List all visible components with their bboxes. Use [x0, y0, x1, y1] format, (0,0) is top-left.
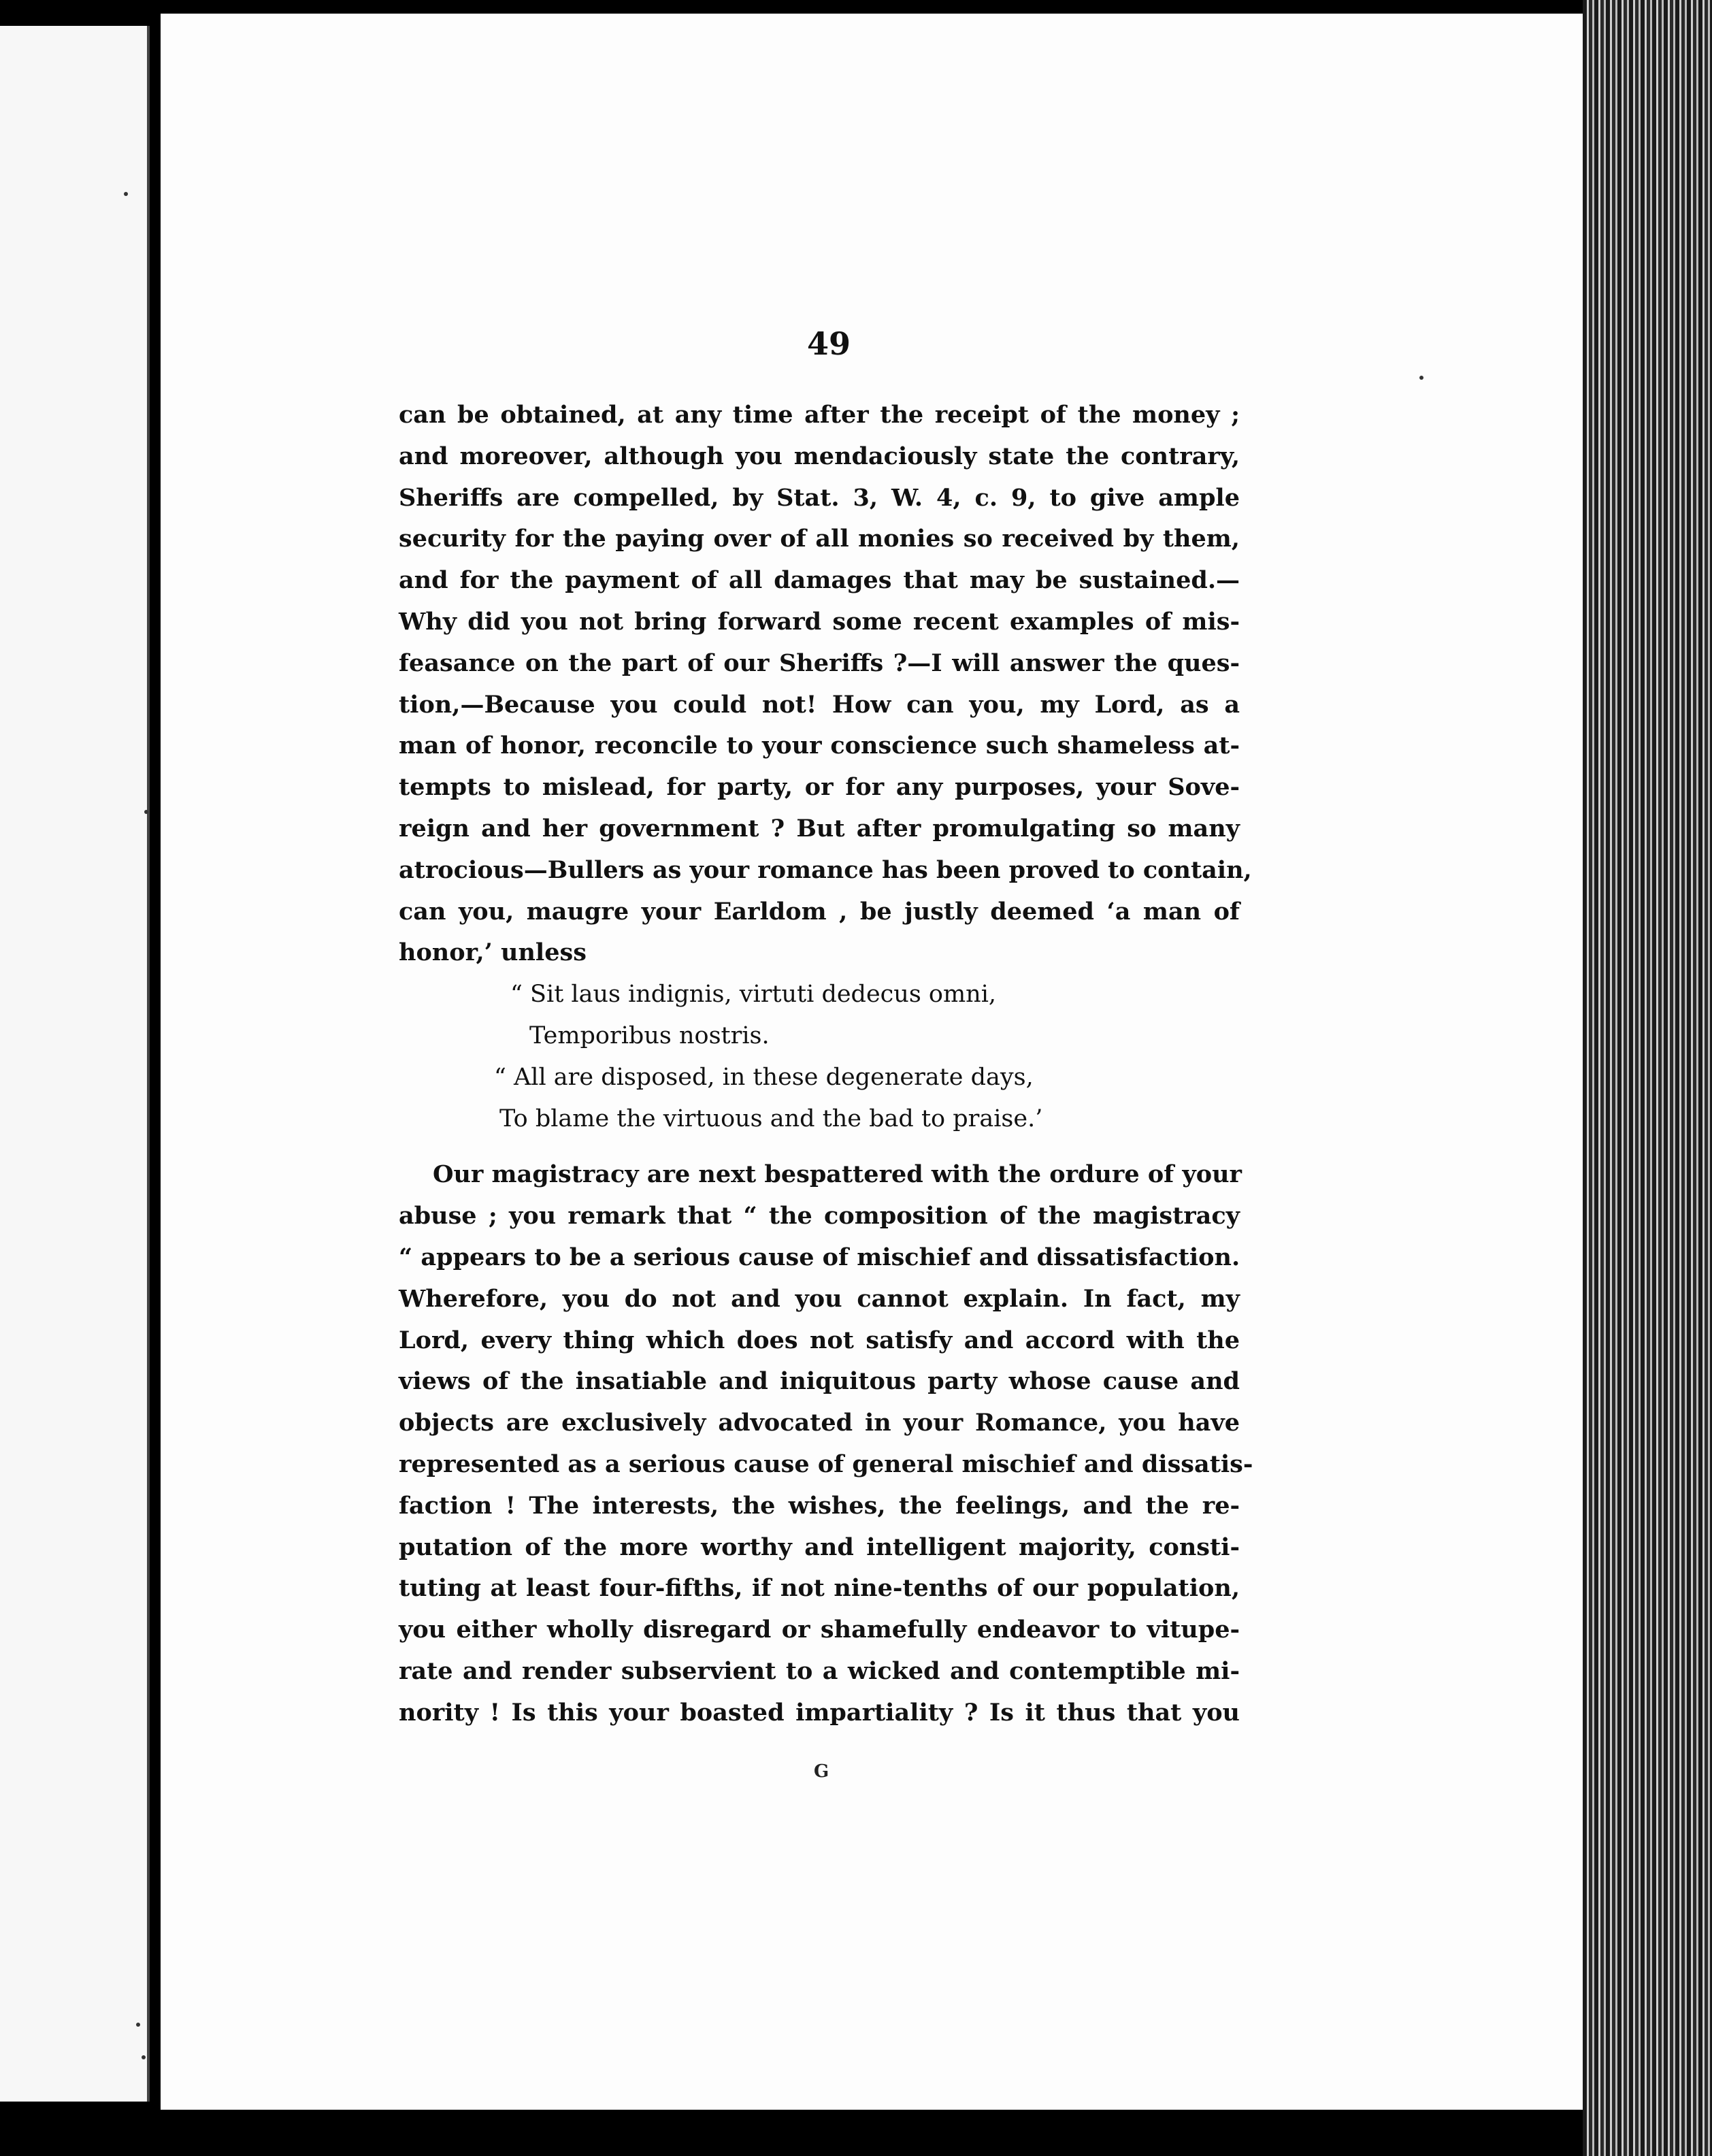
text-line: “ appears to be a serious cause of mischief and dissatisfaction.	[399, 1243, 1240, 1271]
text-line: and for the payment of all damages that may be sustained.—	[399, 566, 1240, 595]
text-line: security for the paying over of all monies so received by them,	[399, 525, 1240, 553]
ink-speck	[144, 810, 148, 814]
text-line: objects are exclusively advocated in your Romance, you have	[399, 1409, 1240, 1437]
text-line: Sheriffs are compelled, by Stat. 3, W. 4, c. 9, to give ample	[399, 483, 1240, 512]
text-line: reign and her government ? But after promulgating so many	[399, 814, 1240, 843]
text-line: and moreover, although you mendaciously state the contrary,	[399, 442, 1240, 470]
facing-page-edge	[0, 26, 150, 2102]
text-line: tion,—Because you could not! How can you, my Lord, as a	[399, 690, 1240, 719]
text-line: tuting at least four-fifths, if not nine-tenths of our population,	[399, 1574, 1240, 1603]
text-line: feasance on the part of our Sheriffs ?—I will answer the ques-	[399, 649, 1240, 677]
ink-speck	[1419, 376, 1423, 380]
text-line: Lord, every thing which does not satisfy and accord with the	[399, 1326, 1240, 1354]
page-stack-edge	[1583, 0, 1712, 2156]
verse-line: To blame the virtuous and the bad to praise.’	[499, 1105, 1043, 1132]
ink-speck	[136, 2023, 140, 2027]
verse-line: “ Sit laus indignis, virtuti dedecus omni,	[510, 981, 997, 1009]
text-line: Our magistracy are next bespattered with the ordure of your	[433, 1160, 1242, 1189]
text-line: putation of the more worthy and intelligent majority, consti-	[399, 1533, 1240, 1561]
text-line: honor,’ unless	[399, 938, 587, 967]
text-line: rate and render subservient to a wicked and contemptible mi-	[399, 1656, 1240, 1685]
text-line: Wherefore, you do not and you cannot explain. In fact, my	[399, 1284, 1240, 1313]
page-number: 49	[807, 325, 851, 362]
body-text	[399, 395, 1253, 1734]
text-line: nority ! Is this your boasted impartiality ? Is it thus that you	[399, 1698, 1240, 1727]
text-line: Why did you not bring forward some recent examples of mis-	[399, 607, 1240, 636]
verse-line: “ All are disposed, in these degenerate days,	[494, 1063, 1034, 1091]
text-line: faction ! The interests, the wishes, the feelings, and the re-	[399, 1491, 1240, 1520]
text-line: tempts to mislead, for party, or for any purposes, your Sove-	[399, 773, 1240, 802]
ink-speck	[124, 192, 128, 196]
signature-mark: G	[814, 1761, 829, 1782]
verse-line: Temporibus nostris.	[529, 1022, 770, 1049]
text-line: represented as a serious cause of general mischief and dissatis-	[399, 1450, 1253, 1478]
paragraph-gap	[399, 1139, 1240, 1154]
ink-speck	[142, 2055, 146, 2059]
text-line: can be obtained, at any time after the receipt of the money ;	[399, 401, 1240, 429]
text-line: views of the insatiable and iniquitous party whose cause and	[399, 1367, 1240, 1396]
text-line: man of honor, reconcile to your conscience such shameless at-	[399, 732, 1240, 760]
text-line: abuse ; you remark that “ the composition of the magistracy	[399, 1202, 1240, 1230]
text-line: atrocious—Bullers as your romance has been proved to contain,	[399, 855, 1252, 884]
text-line: can you, maugre your Earldom , be justly deemed ‘a man of	[399, 897, 1240, 926]
text-line: you either wholly disregard or shamefully endeavor to vitupe-	[399, 1616, 1240, 1644]
